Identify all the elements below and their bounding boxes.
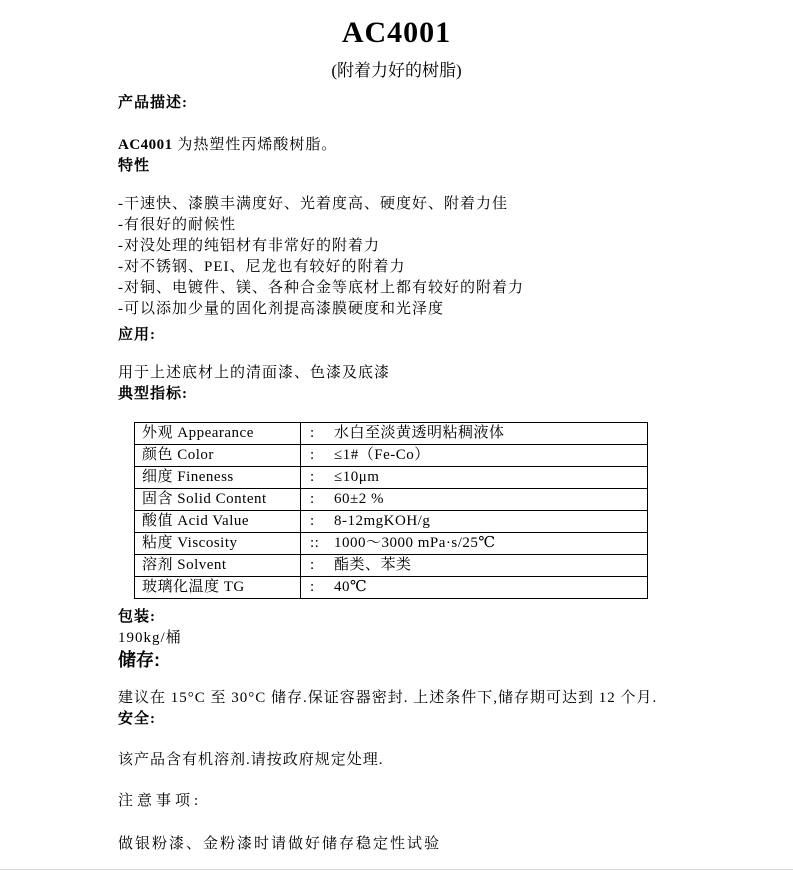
- spec-value-cell: [301, 423, 648, 445]
- spec-label: 细度 Fineness: [135, 467, 301, 489]
- safety-text: 该产品含有机溶剂.请按政府规定处理.: [118, 752, 384, 768]
- document-body: [118, 93, 683, 855]
- section-heading-storage: 储存:: [118, 650, 160, 670]
- spec-label: 固含 Solid Content: [135, 489, 301, 511]
- spec-label: 外观 Appearance: [135, 423, 301, 445]
- spec-colon: :: [310, 491, 315, 507]
- section-heading-safety: 安全:: [118, 711, 156, 727]
- document-title: AC4001: [341, 16, 452, 49]
- section-heading-application: 应用:: [118, 327, 156, 343]
- spec-value: ≤1#（Fe-Co）: [334, 447, 430, 463]
- feature-list: [118, 194, 683, 320]
- spec-label: 玻璃化温度 TG: [135, 577, 301, 599]
- table-row: [135, 511, 648, 533]
- spec-colon: :: [310, 447, 315, 463]
- spec-colon: :: [310, 513, 315, 529]
- section-heading-features: 特性: [118, 158, 151, 174]
- spec-value: 40℃: [334, 579, 368, 595]
- section-heading-description: 产品描述:: [118, 95, 188, 111]
- spec-colon: :: [310, 579, 315, 595]
- table-row: [135, 445, 648, 467]
- description-intro-text: 为热塑性丙烯酸树脂。: [172, 137, 338, 153]
- table-row: [135, 555, 648, 577]
- notes-text: 做银粉漆、金粉漆时请做好储存稳定性试验: [118, 836, 442, 852]
- spec-value: ≤10μm: [334, 469, 380, 485]
- storage-text: 建议在 15°C 至 30°C 储存.保证容器密封. 上述条件下,储存期可达到 12 个月.: [118, 690, 658, 706]
- table-row: [135, 533, 648, 555]
- feature-item: -可以添加少量的固化剂提高漆膜硬度和光泽度: [118, 301, 444, 317]
- section-heading-specs: 典型指标:: [118, 386, 188, 402]
- feature-item: -干速快、漆膜丰满度好、光着度高、硬度好、附着力佳: [118, 196, 508, 212]
- spec-value-cell: [301, 489, 648, 511]
- spec-colon: :: [310, 425, 315, 441]
- packaging-text: 190kg/桶: [118, 630, 182, 646]
- feature-item: -对不锈钢、PEI、尼龙也有较好的附着力: [118, 259, 406, 275]
- table-row: [135, 423, 648, 445]
- spec-value: 60±2 %: [334, 491, 384, 507]
- spec-value: 酯类、苯类: [334, 557, 412, 573]
- spec-value-cell: [301, 511, 648, 533]
- spec-value-cell: [301, 445, 648, 467]
- spec-value-cell: [301, 467, 648, 489]
- spec-value: 水白至淡黄透明粘稠液体: [334, 425, 505, 441]
- feature-item: -对没处理的纯铝材有非常好的附着力: [118, 238, 380, 254]
- specs-table: [134, 422, 648, 599]
- spec-label: 粘度 Viscosity: [135, 533, 301, 555]
- table-row: [135, 467, 648, 489]
- description-intro: [118, 135, 683, 156]
- feature-item: -对铜、电镀件、镁、各种合金等底材上都有较好的附着力: [118, 280, 524, 296]
- spec-value-cell: [301, 555, 648, 577]
- table-row: [135, 577, 648, 599]
- spec-value: 1000～3000 mPa·s/25℃: [334, 535, 496, 551]
- spec-value: 8-12mgKOH/g: [334, 513, 431, 529]
- spec-value-cell: [301, 577, 648, 599]
- spec-colon: :: [310, 469, 315, 485]
- section-heading-notes: 注意事项:: [118, 793, 203, 809]
- spec-colon: ::: [310, 535, 320, 551]
- feature-item: -有很好的耐候性: [118, 217, 236, 233]
- spec-value-cell: [301, 533, 648, 555]
- product-code: AC4001: [118, 137, 173, 153]
- spec-label: 溶剂 Solvent: [135, 555, 301, 577]
- table-row: [135, 489, 648, 511]
- spec-colon: :: [310, 557, 315, 573]
- section-heading-packaging: 包装:: [118, 609, 156, 625]
- document-subtitle: (附着力好的树脂): [331, 61, 462, 80]
- spec-label: 颜色 Color: [135, 445, 301, 467]
- application-text: 用于上述底材上的清面漆、色漆及底漆: [118, 365, 391, 381]
- spec-label: 酸值 Acid Value: [135, 511, 301, 533]
